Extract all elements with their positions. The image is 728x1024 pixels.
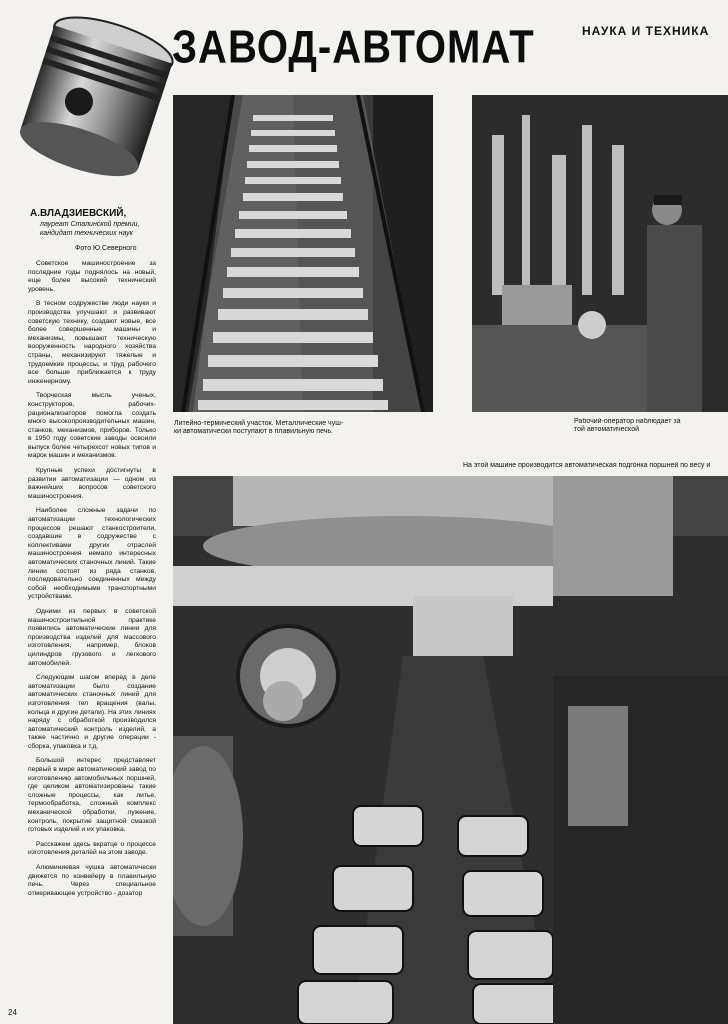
author-credentials: [40, 220, 160, 238]
photo-credit: Фото Ю.Северного: [75, 245, 137, 252]
article-paragraph: Алюминиевая чушка автоматически движется по конвейеру в плавильную печь. Через специальное отмеривающее устройство - дозатор: [28, 864, 156, 897]
conveyor-caption-line1: Литейно-термический участок. Металлические чуш-: [174, 420, 344, 427]
article-paragraph: В тесном содружестве люди науки и производства улучшают и развивают советскую технику, создают новые, все более совершенные машины и механизмы, повышают техническую вооруженность народного хозяйства страны, механизируют тяжелые и трудоемкие процессы, и труд рабочего все больше приближается к труду инженерному.: [28, 300, 156, 385]
article-paragraph: Одними из первых в советской машиностроительной практике появились автоматические линии для производства изделий для массового изготовления, например, блоков цилиндров грузового и легкового автомобилей.: [28, 607, 156, 667]
operator-caption-line1: Рабочий-оператор наблюдает за: [574, 418, 681, 425]
article-paragraph: Расскажем здесь вкратце о процессе изготовления деталей на этом заводе.: [28, 840, 156, 857]
article-paragraph: Творческая мысль ученых, конструкторов, рабочих-рационализаторов помогла создать много высокопроизводительных машин, станков, механизмов, приборов. Только в 1950 году советские заводы освоили выпуск более четырехсот новых типов и марок машин и механизмов.: [28, 392, 156, 460]
conveyor-photo: [173, 95, 433, 412]
article-paragraph: Советское машиностроение за последние годы поднялось на новый, еще более высокий технический уровень.: [28, 260, 156, 293]
author-name: А.ВЛАДЗИЕВСКИЙ,: [30, 208, 127, 219]
article-body: [28, 260, 156, 904]
operator-photo: [472, 95, 728, 412]
page-number: 24: [8, 1008, 17, 1017]
author-credentials-line2: кандидат технических наук: [40, 230, 133, 237]
article-paragraph: Крупные успехи достигнуты в развитии автоматизации — одном из важнейших вопросов советского машиностроения.: [28, 467, 156, 500]
article-paragraph: Следующим шагом вперед в деле автоматизации было создание автоматических станочных линий для изготовления тел вращения (валы, кольца и другие детали). На этих линиях наряду с обработкой производился автоматический контроль изделий, а также частично и другие операции - сборка, упаковка и т.д.: [28, 674, 156, 750]
article-paragraph: Большой интерес представляет первый в мире автоматический завод по изготовлению автомобильных поршней, где целиком автоматизированы такие сложные процессы, как литье, термообработка, сложный комплекс механической обработки, лужение, контроль, покрытие защитной смазкой готовых изделий и их упаковка.: [28, 757, 156, 834]
section-label: НАУКА И ТЕХНИКА: [582, 24, 710, 38]
main-photo-caption: На этой машине производится автоматическая подгонка поршней по весу и: [463, 462, 711, 469]
main-machine-photo: [173, 476, 728, 1024]
piston-photo: [0, 0, 175, 200]
author-credentials-line1: лауреат Сталинской премии,: [40, 221, 140, 228]
conveyor-caption: [174, 420, 384, 436]
conveyor-caption-line2: ки автоматически поступают в плавильную печь.: [174, 428, 333, 435]
article-title: ЗАВОД-АВТОМАТ: [172, 22, 535, 73]
operator-caption-line2: той автоматической: [574, 426, 640, 433]
article-paragraph: Наиболее сложные задачи по автоматизации технологических процессов решают станкостроители, создавшие в содружестве с коллективами других отраслей машиностроения немало интересных автоматических станочных линий. Такие линии состоят из ряда станков, последовательно соединенных между собой необходимыми транспортными устройствами.: [28, 507, 156, 601]
operator-caption: [574, 418, 728, 434]
